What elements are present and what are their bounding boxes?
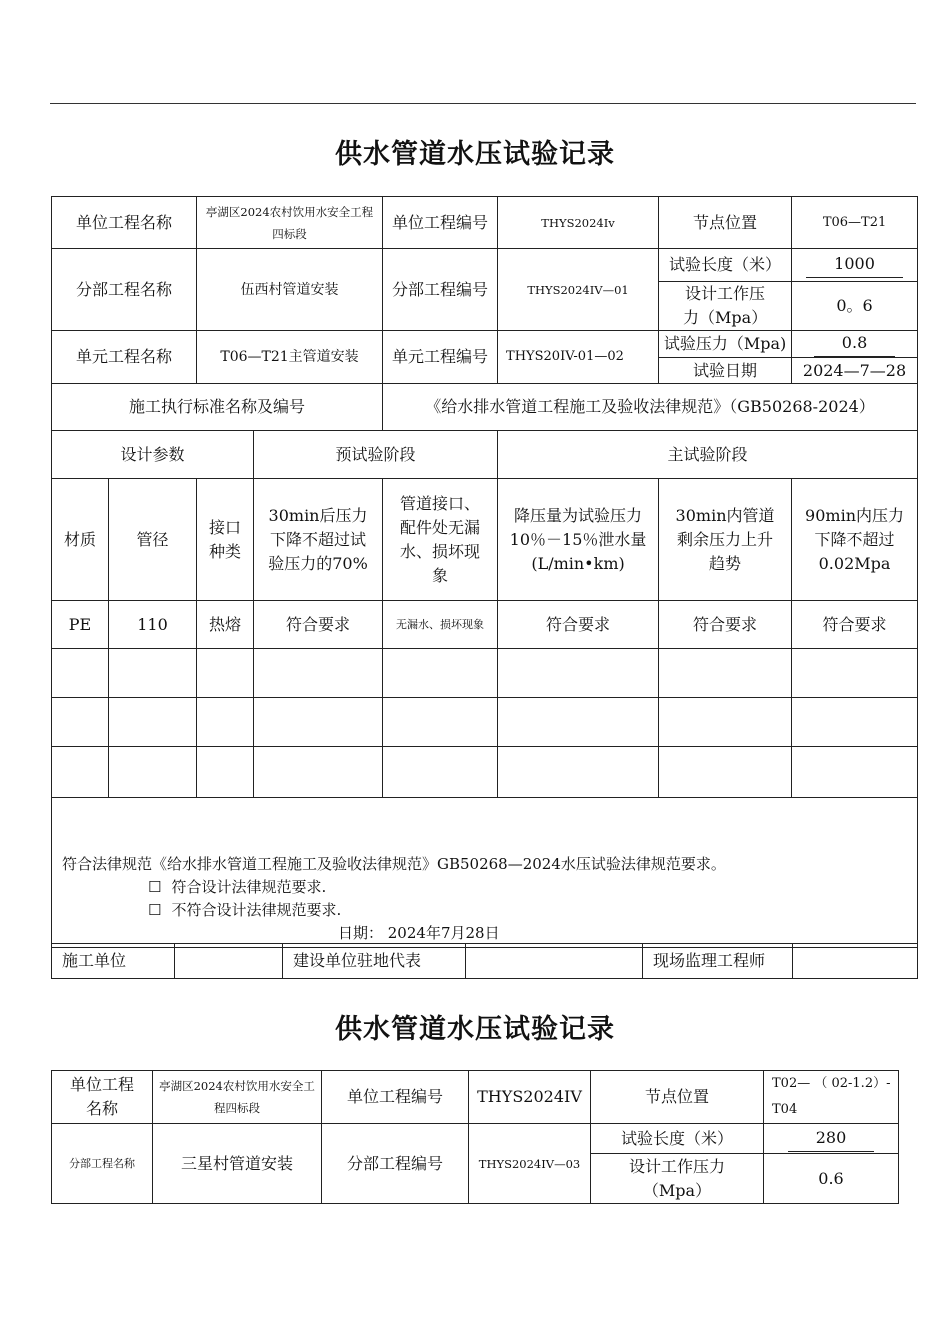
record-title: 供水管道水压试验记录 [335, 139, 615, 170]
test-length-label: 试验长度（米） [591, 1124, 764, 1154]
test-length-value: 280 [788, 1126, 875, 1152]
sub-no-value: THYS2024IV—03 [469, 1124, 591, 1204]
node-value: T02— （ 02-1.2）-T04 [764, 1071, 899, 1124]
signature-table [51, 943, 918, 979]
standard-value: 《给水排水管道工程施工及验收法律规范》（GB50268-2024） [383, 384, 918, 431]
header-rule [50, 103, 916, 104]
test-length-cell [764, 1124, 899, 1154]
test-length-label: 试验长度（米） [659, 249, 792, 282]
row-joint: 热熔 [197, 601, 254, 649]
test-record-table [51, 196, 918, 948]
option-nonconform [62, 899, 917, 922]
col-diameter: 管径 [109, 479, 197, 601]
table-row [52, 747, 918, 798]
node-value: T06—T21 [792, 197, 918, 249]
test-length-value: 1000 [806, 252, 903, 278]
unit-no-value: THYS2024IV [469, 1071, 591, 1124]
test-pressure-cell [792, 331, 918, 358]
row-pre-pressure-drop: 符合要求 [254, 601, 383, 649]
test-record-table-2 [51, 1070, 899, 1204]
sub-project-label: 分部工程名称 [52, 1124, 153, 1204]
sub-no-label: 分部工程编号 [383, 249, 498, 331]
cell-no-value: THYS20IV-01—02 [498, 331, 659, 384]
col-main-drop: 90min内压力下降不超过0.02Mpa [792, 479, 918, 601]
standard-label: 施工执行标准名称及编号 [52, 384, 383, 431]
cell-project-value: T06—T21主管道安装 [197, 331, 383, 384]
sub-project-value: 伍西村管道安装 [197, 249, 383, 331]
test-length-cell [792, 249, 918, 282]
sign-owner-field[interactable] [466, 944, 643, 979]
test-pressure-value: 0.8 [814, 331, 895, 357]
sub-no-value: THYS2024IV—01 [498, 249, 659, 331]
design-pressure-label: 设计工作压力（Mpa） [659, 282, 792, 331]
row-main-drop: 符合要求 [792, 601, 918, 649]
option-conform [62, 876, 917, 899]
sub-project-value: 三星村管道安装 [153, 1124, 322, 1204]
design-pressure-label: 设计工作压力（Mpa） [591, 1154, 764, 1204]
sign-supervisor-field[interactable] [793, 944, 918, 979]
sign-construction-field[interactable] [175, 944, 283, 979]
sign-supervisor-label: 现场监理工程师 [643, 944, 793, 979]
table-row [52, 649, 918, 698]
row-main-rise: 符合要求 [659, 601, 792, 649]
main-stage-header: 主试验阶段 [498, 431, 918, 479]
summary-cell [52, 798, 918, 948]
node-label: 节点位置 [591, 1071, 764, 1124]
date-line: 日期： 2024年7月28日 [338, 924, 500, 942]
col-main-drain: 降压量为试验压力10％－15％泄水量(L/min•km) [498, 479, 659, 601]
col-main-rise: 30min内管道剩余压力上升趋势 [659, 479, 792, 601]
summary-line: 符合法律规范《给水排水管道工程施工及验收法律规范》GB50268—2024水压试验法律规范要求。 [62, 855, 726, 873]
sub-project-label: 分部工程名称 [52, 249, 197, 331]
test-date-label: 试验日期 [659, 358, 792, 384]
option-nonconform-label: 不符合设计法律规范要求. [171, 901, 342, 919]
unit-project-value: 亭湖区2024农村饮用水安全工程四标段 [153, 1071, 322, 1124]
design-pressure-value: 0。6 [792, 282, 918, 331]
cell-project-label: 单元工程名称 [52, 331, 197, 384]
row-pre-leak: 无漏水、损坏现象 [383, 601, 498, 649]
table-row [52, 601, 918, 649]
unit-project-label: 单位工程名称 [52, 197, 197, 249]
col-joint: 接口种类 [197, 479, 254, 601]
sub-no-label: 分部工程编号 [322, 1124, 469, 1204]
sign-owner-label: 建设单位驻地代表 [283, 944, 466, 979]
cell-no-label: 单元工程编号 [383, 331, 498, 384]
option-conform-label: 符合设计法律规范要求. [171, 878, 327, 896]
test-pressure-label: 试验压力（Mpa) [659, 331, 792, 358]
node-label: 节点位置 [659, 197, 792, 249]
pre-stage-header: 预试验阶段 [254, 431, 498, 479]
unit-project-value: 亭湖区2024农村饮用水安全工程四标段 [197, 197, 383, 249]
unit-no-value: THYS2024Iv [498, 197, 659, 249]
sign-construction-label: 施工单位 [52, 944, 175, 979]
col-material: 材质 [52, 479, 109, 601]
col-pre-leak: 管道接口、配件处无漏水、损坏现象 [383, 479, 498, 601]
unit-project-label: 单位工程名称 [52, 1071, 153, 1124]
table-row [52, 698, 918, 747]
row-main-drain: 符合要求 [498, 601, 659, 649]
unit-no-label: 单位工程编号 [322, 1071, 469, 1124]
record-title: 供水管道水压试验记录 [335, 1014, 615, 1045]
checkbox-icon[interactable]: ☐ [148, 901, 162, 919]
row-material: PE [52, 601, 109, 649]
design-pressure-value: 0.6 [764, 1154, 899, 1204]
row-diameter: 110 [109, 601, 197, 649]
checkbox-icon[interactable]: ☐ [148, 878, 162, 896]
design-params-header: 设计参数 [52, 431, 254, 479]
unit-no-label: 单位工程编号 [383, 197, 498, 249]
col-pre-pressure-drop: 30min后压力下降不超过试验压力的70% [254, 479, 383, 601]
test-date-value: 2024—7—28 [792, 358, 918, 384]
